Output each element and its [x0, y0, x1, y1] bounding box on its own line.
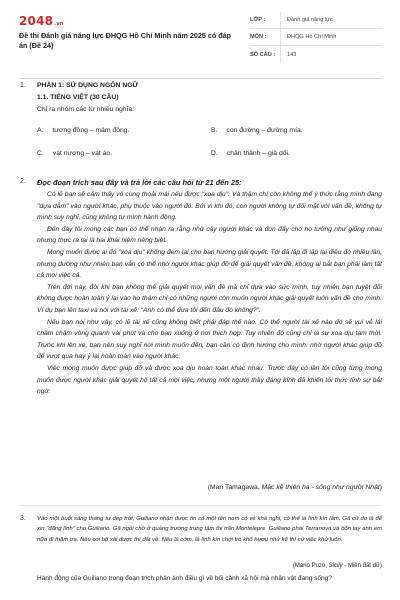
source-prefix: (Mario Puzo, [292, 563, 329, 569]
info-key: MÔN : [250, 34, 267, 40]
exam-title: Đề thi Đánh giá năng lực ĐHQG Hồ Chí Minh năm 2025 có đáp án (Đề 24) [19, 31, 232, 50]
header-divider [19, 78, 382, 79]
question-number: 2. [20, 178, 26, 185]
option-text: con đường – đường mía. [226, 127, 303, 134]
paragraph-text: Trên đời này, đôi khi bạn không thể giải quyết mọi vấn đề mà chỉ dựa vào sức mình, tuy nhiên bạn tuyệt đối không được hoàn toàn ỷ lại vào họ thậm chí có những người còn muốn người khác giải quyết luôn vấn đề cho mình. Ví dụ bạn lên taxi và nói với tài xế: "Anh có thể đưa tôi đến đâu đó không?". [37, 283, 382, 314]
option-letter: A. [37, 127, 44, 134]
info-value: 143 [280, 46, 382, 63]
source-title: Mặc kệ thiên hạ - sống như người Nhật [261, 484, 380, 491]
option-letter: C. [37, 150, 44, 157]
info-value: ĐHQG Hồ Chí Minh [280, 29, 382, 45]
passage-paragraph [37, 247, 382, 282]
info-key: LỚP : [250, 17, 266, 23]
passage-paragraph [37, 363, 382, 398]
option-letter: D. [211, 150, 218, 157]
info-value: Đánh giá năng lực [280, 12, 382, 28]
passage-source [37, 484, 382, 491]
question-number: 3. [20, 515, 26, 522]
question-number: 1. [20, 82, 26, 89]
passage-paragraph [37, 224, 382, 247]
logo-text: 2048 [19, 14, 54, 28]
paragraph-text: Nếu bạn nói như vậy, có lẽ tài xế cũng không biết phải đáp thế nào. Có thể người tài xế nào đó sẽ vui vẻ lái chầm chậm vòng quanh vài phút và cho bạn xuống ở nơi thích hợp. Tuy nhiên đó cũng chỉ là sự xoa dịu tạm thời. Trước khi lên xe, bạn nên suy nghĩ nơi mình muốn đến, bạn cần có định hướng cho mình: nhờ người khác giúp đỡ để vượt qua hay ỷ lại hoàn toàn vào người khác. [37, 318, 382, 361]
reading-passage [37, 189, 382, 398]
passage-paragraph [37, 317, 382, 363]
passage-paragraph [37, 189, 382, 224]
info-row-subject [250, 29, 382, 46]
question-divider [19, 505, 382, 506]
source-prefix: (Mari Tamagawa, [207, 484, 262, 491]
site-logo[interactable] [19, 14, 64, 28]
source-title: Sicily [328, 563, 343, 569]
paragraph-text: Có lẽ bạn sẽ cảm thấy vô cùng thoải mái nếu được "xoa dịu". Và thậm chí còn không thể ý thức rằng mình đang "dựa dẫm" vào người khác, phụ thuộc vào người đó. Bởi vì khi đó, con người không tự đối mặt với vấn đề, không tự mình suy nghĩ, cũng không tự mình hành động. [37, 191, 382, 222]
option-a[interactable] [37, 127, 129, 134]
option-b[interactable] [211, 127, 303, 134]
question-prompt: Hành động của Guiliano trong đoạn trích phản ánh điều gì về bối cảnh xã hội mà nhân vật đang sống? [37, 575, 332, 582]
option-letter: B. [211, 127, 218, 134]
info-row-class [250, 12, 382, 29]
question-prompt: Chỉ ra nhóm các từ nhiều nghĩa: [37, 106, 135, 113]
passage-heading: Đọc đoạn trích sau đây và trả lời các câu hỏi từ 21 đến 25: [37, 178, 242, 187]
option-c[interactable] [37, 150, 112, 157]
section-heading: 1.1. TIẾNG VIỆT (30 CÂU) [37, 94, 119, 101]
option-text: chân thành – giả dối. [226, 150, 290, 157]
paragraph-text: Mong muốn được ai đó "xoa dịu" không đem lại cho bạn hướng giải quyết. Tôi đã lặp đi lặp lại điều đó nhiều lần, nhưng dường như nhiên bạn vẫn có thể nhờ người khác giúp đỡ để giải quyết vấn đề, không ai bắt bạn phải làm tất cả mọi việc cả. [37, 248, 382, 280]
part-heading: PHẦN 1: SỬ DỤNG NGÔN NGỮ [37, 82, 139, 89]
option-text: tương đồng – mâm đồng. [52, 127, 130, 134]
source-suffix: - Miền đất dữ) [342, 563, 382, 569]
excerpt-paragraph: Vào một buổi sáng tháng tư đẹp trời, Guiliano nhận được tin có một tên nom có vẻ khá nghi, có thể là lính kín lắm. Gã cứ do là để xin "đăng lính" cho Guiliano. Gã ngồi chờ ở quảng trường trung tâm thị trấn Montelepre. Guiliano phái Terranova và bốn tay anh em nữa đi thăm tra. Nếu coi bộ xài được thì dắt về. Nếu là cớm, là lính kín chơi trò khố hươu nhử kế thì cứ việc khử luôn. [37, 516, 382, 543]
logo-domain: .vn [54, 21, 64, 27]
option-text: vạt nương – vạt áo. [52, 150, 113, 157]
passage-paragraph [37, 282, 382, 317]
excerpt-source [37, 563, 382, 569]
source-suffix: ) [379, 484, 382, 491]
info-row-count [250, 46, 382, 63]
option-d[interactable] [211, 150, 290, 157]
page-header [0, 0, 400, 72]
paragraph-text: Đến đây tôi mong các bạn có thể nhận ra rằng nhờ cậy người khác và đùn đẩy cho họ tưởng như giống nhau nhưng thực ra lại là hai khái niệm riêng biệt. [37, 225, 382, 245]
paragraph-text: Việc mong muốn được giúp đỡ và được xoa dịu hoàn toàn khác nhau. Trước đây có lần tôi cũng từng mong muốn được người khác giải quyết hộ tất cả mọi việc, nhưng một người thầy đáng kính đã khiến tôi thức tỉnh sự bắt ngờ: [37, 364, 382, 396]
info-key: SỐ CÂU : [250, 51, 276, 58]
exam-info-table [250, 12, 382, 63]
